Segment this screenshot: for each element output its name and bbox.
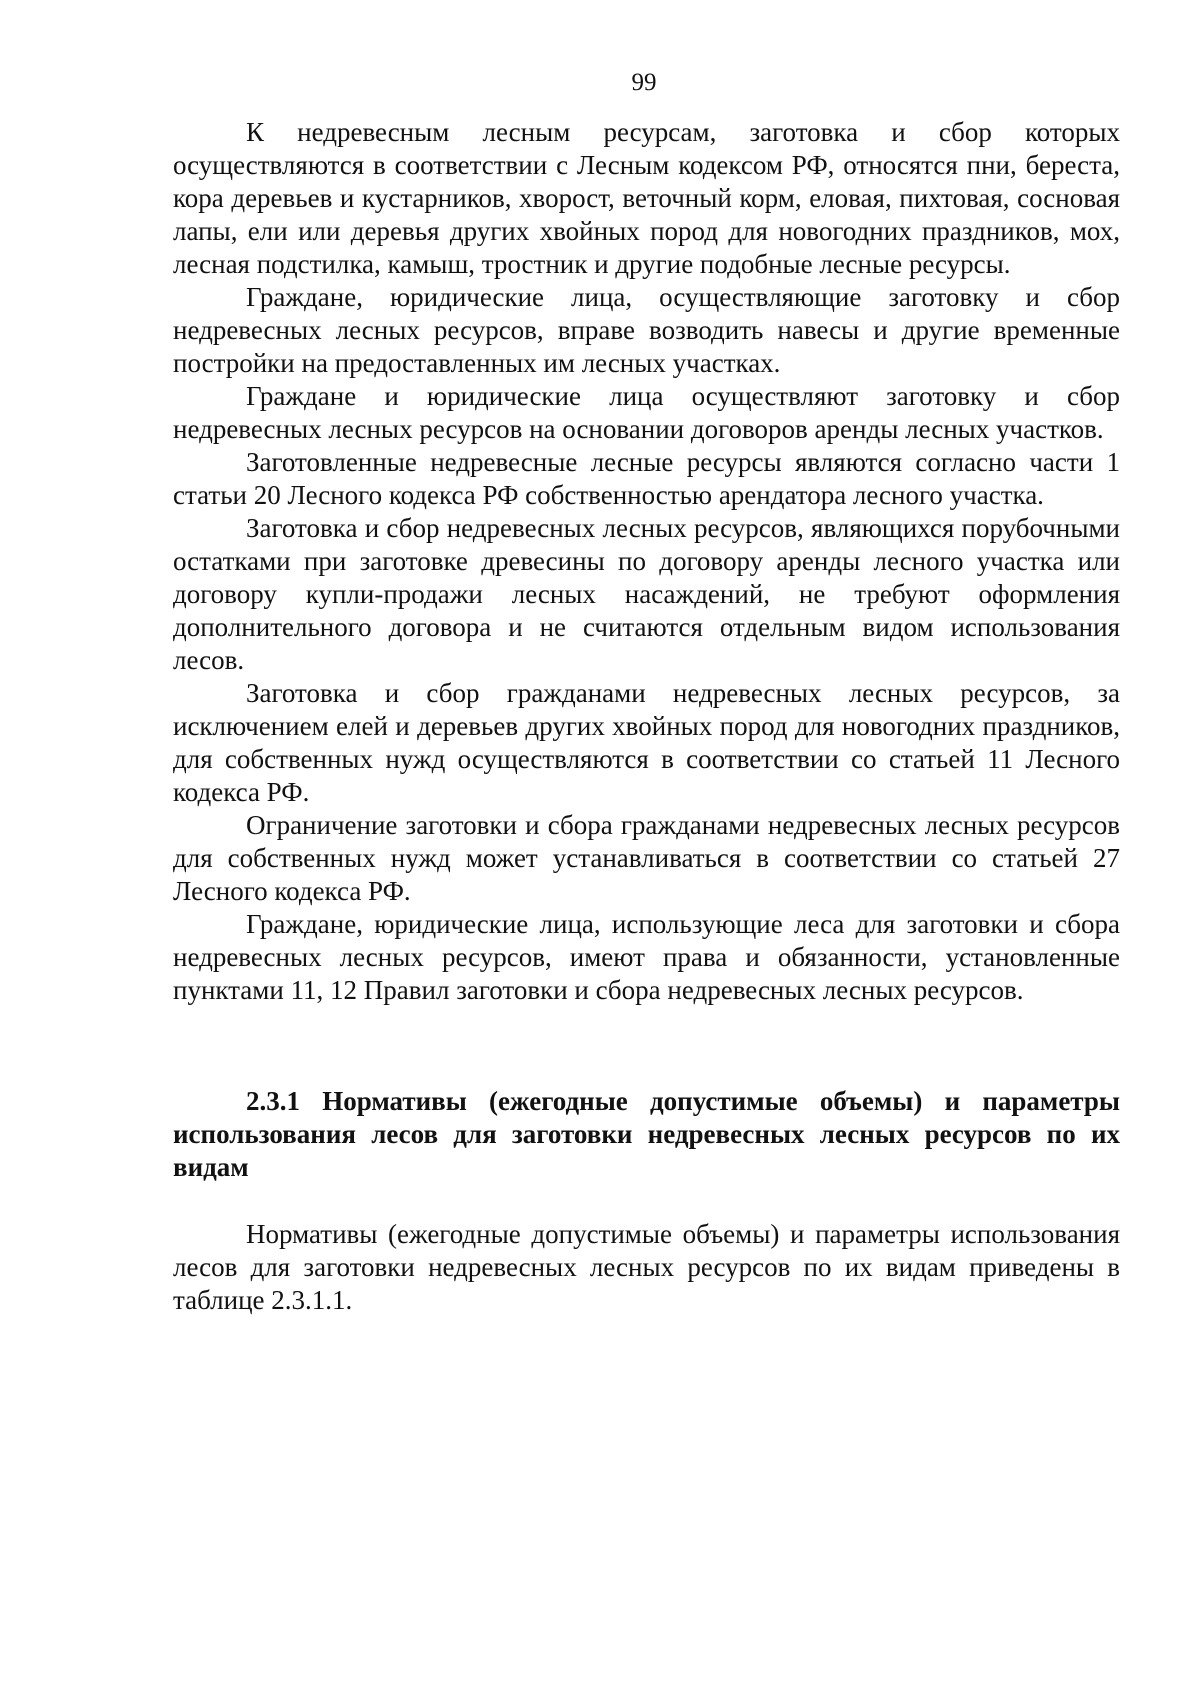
paragraph-temporary-structures: Граждане, юридические лица, осуществляющие заготовку и сбор недревесных лесных ресурсов, вправе возводить навесы и другие временные постройки на предоставленных им лесных участках. <box>173 282 1120 378</box>
paragraph-ownership: Заготовленные недревесные лесные ресурсы являются согласно части 1 статьи 20 Лесного кодекса РФ собственностью арендатора лесного участка. <box>173 447 1120 510</box>
paragraph-logging-residues: Заготовка и сбор недревесных лесных ресурсов, являющихся порубочными остатками при заготовке древесины по договору аренды лесного участка или договору купли-продажи лесных насаждений, не требуют оформления дополнительного договора и не считаются отдельным видом использования лесов. <box>173 513 1120 675</box>
paragraph-restrictions: Ограничение заготовки и сбора гражданами недревесных лесных ресурсов для собственных нужд может устанавливаться в соответствии со статьей 27 Лесного кодекса РФ. <box>173 810 1120 906</box>
paragraph-own-needs: Заготовка и сбор гражданами недревесных лесных ресурсов, за исключением елей и деревьев других хвойных пород для новогодних праздников, для собственных нужд осуществляются в соответствии со статьей 11 Лесного кодекса РФ. <box>173 678 1120 807</box>
section-heading: 2.3.1 Нормативы (ежегодные допустимые объемы) и параметры использования лесов для заготовки недревесных лесных ресурсов по их видам <box>173 1086 1120 1182</box>
section-body-paragraph: Нормативы (ежегодные допустимые объемы) и параметры использования лесов для заготовки недревесных лесных ресурсов по их видам приведены в таблице 2.3.1.1. <box>173 1219 1120 1315</box>
paragraph-non-timber-resources: К недревесным лесным ресурсам, заготовка и сбор которых осуществляются в соответствии с Лесным кодексом РФ, относятся пни, береста, кора деревьев и кустарников, хворост, веточный корм, еловая, пихтовая, сосновая лапы, ели или деревья других хвойных пород для новогодних праздников, мох, лесная подстилка, камыш, тростник и другие подобные лесные ресурсы. <box>173 117 1120 279</box>
page-number: 99 <box>631 69 657 96</box>
paragraph-lease-basis: Граждане и юридические лица осуществляют заготовку и сбор недревесных лесных ресурсов на основании договоров аренды лесных участков. <box>173 381 1120 444</box>
page-content <box>173 116 1120 1317</box>
paragraph-rights-obligations: Граждане, юридические лица, использующие леса для заготовки и сбора недревесных лесных ресурсов, имеют права и обязанности, установленные пунктами 11, 12 Правил заготовки и сбора недревесных лесных ресурсов. <box>173 909 1120 1005</box>
